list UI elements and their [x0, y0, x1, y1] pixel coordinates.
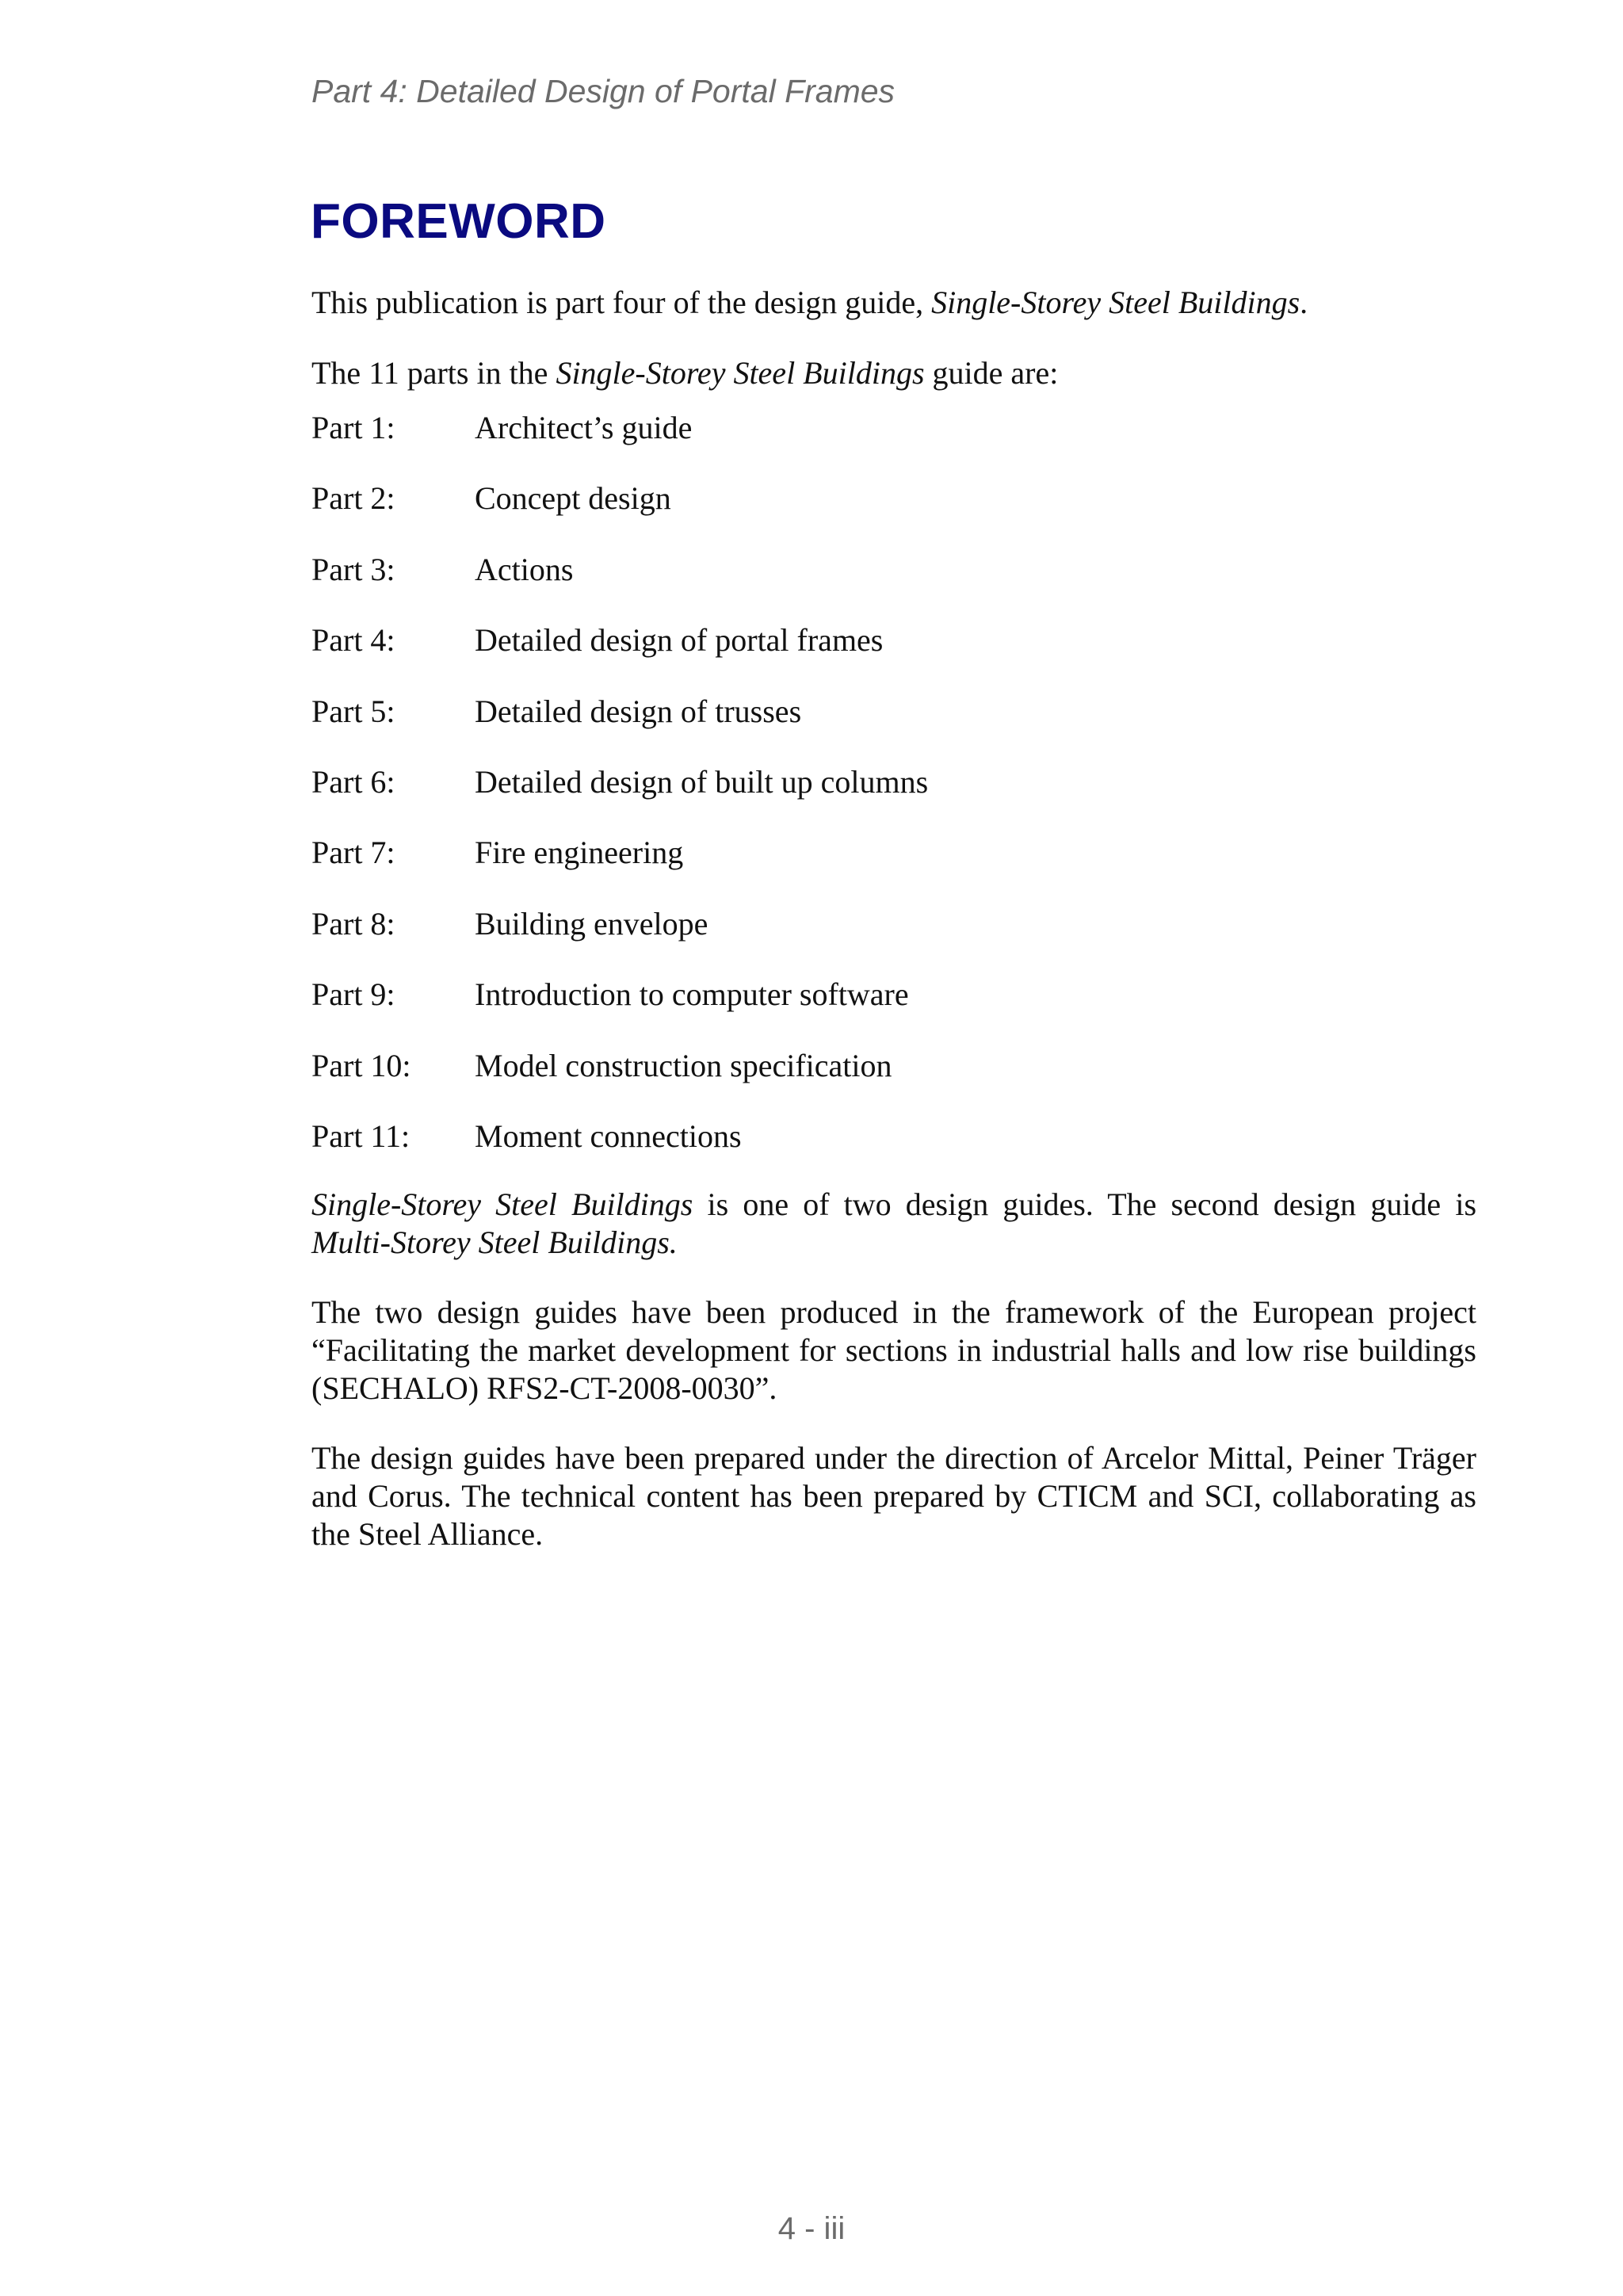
part-label: Part 9:: [311, 976, 395, 1013]
part-title: Moment connections: [475, 1117, 742, 1154]
part-title: Actions: [475, 551, 574, 587]
part-title: Detailed design of portal frames: [475, 622, 884, 659]
parts-intro-paragraph: [311, 354, 1476, 392]
list-item: [311, 905, 1476, 976]
part-title: Detailed design of built up columns: [475, 763, 929, 800]
part-label: Part 3:: [311, 551, 395, 587]
list-item: [311, 479, 1476, 550]
list-item: [311, 551, 1476, 621]
part-title: Architect’s guide: [475, 410, 693, 445]
part-label: Part 2:: [311, 480, 395, 517]
part-label: Part 7:: [311, 835, 395, 871]
project-paragraph: The two design guides have been produced in the framework of the European project “Facilitating the market development for sections in industrial halls and low rise buildings (SECHALO) RFS2-CT-2008-0030”.: [311, 1294, 1476, 1406]
intro-text: This publication is part four of the design guide,: [311, 285, 932, 320]
part-label: Part 4:: [311, 622, 395, 659]
prepared-paragraph: The design guides have been prepared under the direction of Arcelor Mittal, Peiner Träger and Corus. The technical content has been prepared by CTICM and SCI, collaborating as the Steel Alliance.: [311, 1440, 1476, 1552]
list-item: [311, 976, 1476, 1046]
list-item: [311, 409, 1476, 479]
guide-two-name: Multi-Storey Steel Buildings.: [311, 1224, 678, 1260]
parts-intro-text: The 11 parts in the: [311, 355, 556, 391]
part-label: Part 8:: [311, 905, 395, 942]
page-number: 4 - iii: [777, 2211, 846, 2246]
parts-list: [311, 409, 1476, 1188]
intro-guide-name: Single-Storey Steel Buildings: [931, 285, 1300, 320]
list-item: [311, 763, 1476, 834]
parts-intro-guide-name: Single-Storey Steel Buildings: [556, 355, 925, 391]
running-header: Part 4: Detailed Design of Portal Frames: [311, 73, 896, 109]
list-item: [311, 834, 1476, 904]
guide-one-name: Single-Storey Steel Buildings: [311, 1186, 693, 1222]
part-label: Part 11:: [311, 1117, 411, 1154]
intro-text-end: .: [1300, 285, 1308, 320]
part-title: Fire engineering: [475, 835, 684, 871]
part-label: Part 10:: [311, 1047, 411, 1083]
part-title: Introduction to computer software: [475, 976, 909, 1013]
list-item: [311, 621, 1476, 692]
intro-paragraph: [311, 284, 1476, 322]
parts-intro-text-end: guide are:: [924, 355, 1059, 391]
part-title: Model construction specification: [475, 1047, 892, 1083]
part-label: Part 1:: [311, 410, 395, 445]
list-item: [311, 693, 1476, 763]
part-title: Detailed design of trusses: [475, 693, 802, 729]
part-title: Concept design: [475, 480, 671, 517]
part-title: Building envelope: [475, 905, 708, 942]
guides-paragraph: [311, 1186, 1476, 1262]
list-item: [311, 1047, 1476, 1117]
page-title: FOREWORD: [311, 194, 606, 249]
list-item: [311, 1117, 1476, 1188]
guides-text: is one of two design guides. The second design guide is: [693, 1186, 1477, 1222]
part-label: Part 6:: [311, 763, 395, 800]
part-label: Part 5:: [311, 693, 395, 729]
